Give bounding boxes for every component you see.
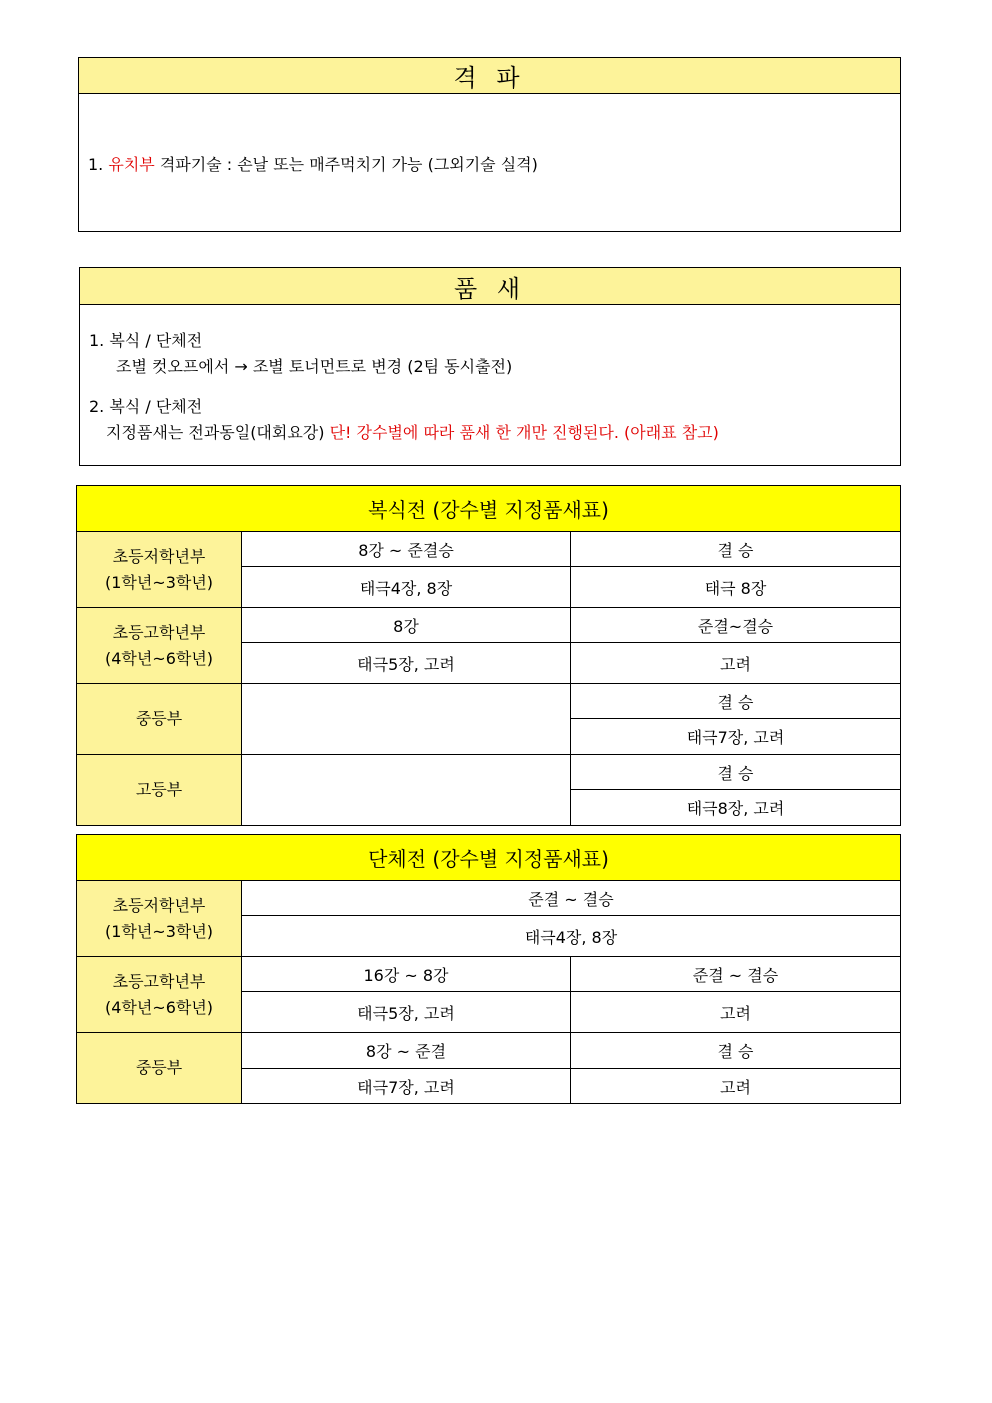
doubles-table-title: 복식전 (강수별 지정품새표)	[77, 486, 901, 532]
team-middle-round-a: 8강 ~ 준결	[242, 1033, 571, 1069]
poomsae-title: 품 새	[80, 268, 900, 305]
doubles-division-elem-high	[77, 608, 242, 684]
doubles-middle-poomsae-b: 태극7장, 고려	[571, 719, 901, 755]
team-elem-low-poomsae: 태극4장, 8장	[242, 916, 901, 957]
doubles-elem-high-round-b: 준결~결승	[571, 608, 901, 643]
team-elem-high-round-b: 준결 ~ 결승	[571, 957, 901, 992]
poomsae-item-2-detail	[106, 420, 719, 443]
team-elem-low-round: 준결 ~ 결승	[242, 881, 901, 916]
team-elem-high-round-a: 16강 ~ 8강	[242, 957, 571, 992]
team-table-title: 단체전 (강수별 지정품새표)	[77, 835, 901, 881]
doubles-poomsae-table	[76, 485, 901, 826]
doubles-elem-low-round-b: 결 승	[571, 532, 901, 567]
team-middle-poomsae-a: 태극7장, 고려	[242, 1069, 571, 1104]
doubles-division-high: 고등부	[77, 755, 242, 826]
doubles-elem-high-poomsae-b: 고려	[571, 643, 901, 684]
poomsae-item-2-detail-red: 단! 강수별에 따라 품새 한 개만 진행된다. (아래표 참고)	[329, 423, 719, 442]
poomsae-item-1-heading: 1. 복식 / 단체전	[89, 331, 203, 350]
division-grades: (4학년~6학년)	[104, 997, 214, 1017]
division-grades: (1학년~3학년)	[104, 921, 214, 941]
poomsae-item-2-heading: 2. 복식 / 단체전	[89, 397, 203, 416]
division-name: 초등고학년부	[112, 971, 206, 991]
doubles-division-middle: 중등부	[77, 684, 242, 755]
doubles-division-elem-low	[77, 532, 242, 608]
doubles-elem-high-poomsae-a: 태극5장, 고려	[242, 643, 571, 684]
breaking-section	[78, 57, 901, 232]
team-division-middle: 중등부	[77, 1033, 242, 1104]
team-division-elem-low	[77, 881, 242, 957]
doubles-elem-high-round-a: 8강	[242, 608, 571, 643]
team-middle-poomsae-b: 고려	[571, 1069, 901, 1104]
doubles-middle-round-b: 결 승	[571, 684, 901, 719]
breaking-item-1	[88, 152, 538, 175]
breaking-item-1-text: 격파기술 : 손날 또는 매주먹치기 가능 (그외기술 실격)	[159, 155, 538, 174]
doubles-elem-low-round-a: 8강 ~ 준결승	[242, 532, 571, 567]
breaking-item-1-division: 유치부	[108, 155, 155, 174]
team-middle-round-b: 결 승	[571, 1033, 901, 1069]
division-grades: (4학년~6학년)	[104, 648, 214, 668]
breaking-item-1-number: 1.	[88, 155, 104, 174]
doubles-middle-empty-cell	[242, 684, 571, 755]
doubles-high-round-b: 결 승	[571, 755, 901, 790]
poomsae-item-2-detail-black: 지정품새는 전과동일(대회요강)	[106, 423, 325, 442]
doubles-elem-low-poomsae-b: 태극 8장	[571, 567, 901, 608]
team-elem-high-poomsae-b: 고려	[571, 992, 901, 1033]
poomsae-section	[79, 267, 901, 466]
doubles-elem-low-poomsae-a: 태극4장, 8장	[242, 567, 571, 608]
poomsae-item-1-detail: 조별 컷오프에서 → 조별 토너먼트로 변경 (2팀 동시출전)	[116, 357, 513, 376]
team-poomsae-table	[76, 834, 901, 1104]
team-elem-high-poomsae-a: 태극5장, 고려	[242, 992, 571, 1033]
division-name: 초등저학년부	[112, 546, 206, 566]
doubles-high-poomsae-b: 태극8장, 고려	[571, 790, 901, 826]
division-name: 초등고학년부	[112, 622, 206, 642]
breaking-title: 격 파	[79, 58, 900, 94]
doubles-high-empty-cell	[242, 755, 571, 826]
division-name: 초등저학년부	[112, 895, 206, 915]
team-division-elem-high	[77, 957, 242, 1033]
division-grades: (1학년~3학년)	[104, 572, 214, 592]
